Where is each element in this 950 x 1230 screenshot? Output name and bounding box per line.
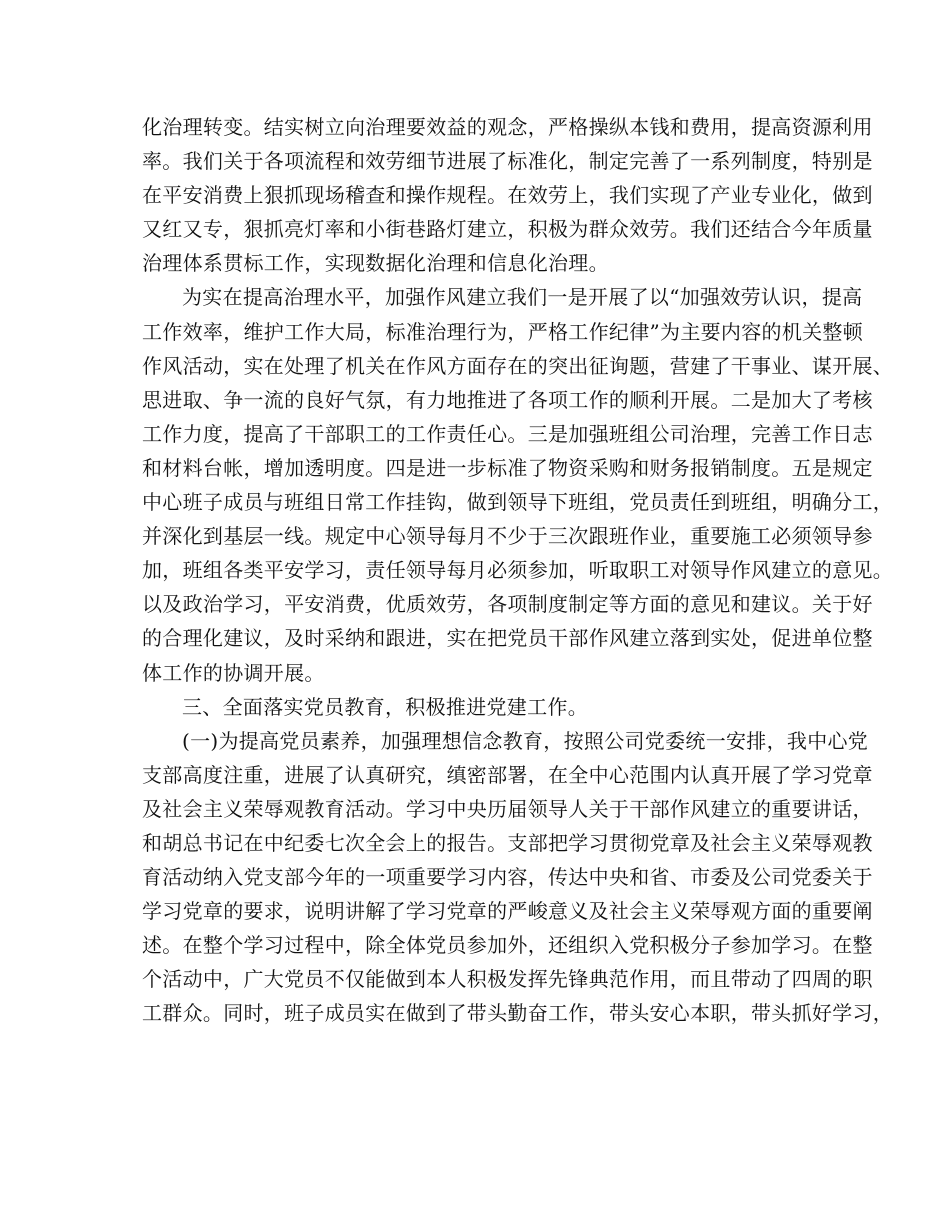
text-line: 三、全面落实党员教育，积极推进党建工作。	[182, 694, 588, 719]
text-line: 中心班子成员与班组日常工作挂钩，做到领导下班组，党员责任到班组，明确分工，	[142, 490, 894, 515]
text-line: 又红又专，狠抓亮灯率和小街巷路灯建立，积极为群众效劳。我们还结合今年质量	[142, 217, 873, 242]
text-line: 化治理转变。结实树立向治理要效益的观念，严格操纵本钱和费用，提高资源利用	[142, 115, 873, 139]
text-line: 的合理化建议，及时采纳和跟进，实在把党员干部作风建立落到实处，促进单位整	[142, 626, 873, 651]
text-line: 为实在提高治理水平，加强作风建立我们一是开展了以“加强效劳认识，提高	[182, 285, 863, 310]
text-line: 述。在整个学习过程中，除全体党员参加外，还组织入党积极分子参加学习。在整	[142, 933, 873, 958]
text-line: 及社会主义荣辱观教育活动。学习中央历届领导人关于干部作风建立的重要讲话，	[142, 796, 873, 821]
text-line: 以及政治学习，平安消费，优质效劳，各项制度制定等方面的意见和建议。关于好	[142, 592, 873, 617]
text-line: 率。我们关于各项流程和效劳细节进展了标准化，制定完善了一系列制度，特别是	[142, 149, 873, 174]
text-line: 治理体系贯标工作，实现数据化治理和信息化治理。	[142, 251, 609, 276]
text-line: 加，班组各类平安学习，责任领导每月必须参加，听取职工对领导作风建立的意见。	[142, 558, 894, 583]
text-line: 和材料台帐，增加透明度。四是进一步标准了物资采购和财务报销制度。五是规定	[142, 455, 873, 480]
text-line: 育活动纳入党支部今年的一项重要学习内容，传达中央和省、市委及公司党委关于	[142, 865, 873, 890]
text-line: 学习党章的要求，说明讲解了学习党章的严峻意义及社会主义荣辱观方面的重要阐	[142, 899, 873, 924]
text-line: (一)为提高党员素养，加强理想信念教育，按照公司党委统一安排，我中心党	[182, 728, 869, 753]
text-line: 在平安消费上狠抓现场稽查和操作规程。在效劳上，我们实现了产业专业化，做到	[142, 183, 873, 208]
text-line: 工作效率，维护工作大局，标准治理行为，严格工作纪律”为主要内容的机关整顿	[142, 319, 864, 344]
text-line: 并深化到基层一线。规定中心领导每月不少于三次跟班作业，重要施工必须领导参	[142, 524, 873, 549]
text-line: 工作力度，提高了干部职工的工作责任心。三是加强班组公司治理，完善工作日志	[142, 421, 873, 446]
text-line: 个活动中，广大党员不仅能做到本人积极发挥先锋典范作用，而且带动了四周的职	[142, 967, 873, 992]
text-line: 工群众。同时，班子成员实在做到了带头勤奋工作，带头安心本职，带头抓好学习，	[142, 1001, 894, 1026]
text-line: 作风活动，实在处理了机关在作风方面存在的突出征询题，营建了干事业、谋开展、	[142, 353, 894, 378]
document-body	[142, 110, 894, 1031]
text-line: 支部高度注重，进展了认真研究，缜密部署，在全中心范围内认真开展了学习党章	[142, 762, 873, 787]
text-line: 体工作的协调开展。	[142, 660, 325, 685]
text-line: 思进取、争一流的良好气氛，有力地推进了各项工作的顺利开展。二是加大了考核	[142, 387, 873, 412]
text-line: 和胡总书记在中纪委七次全会上的报告。支部把学习贯彻党章及社会主义荣辱观教	[142, 830, 873, 855]
